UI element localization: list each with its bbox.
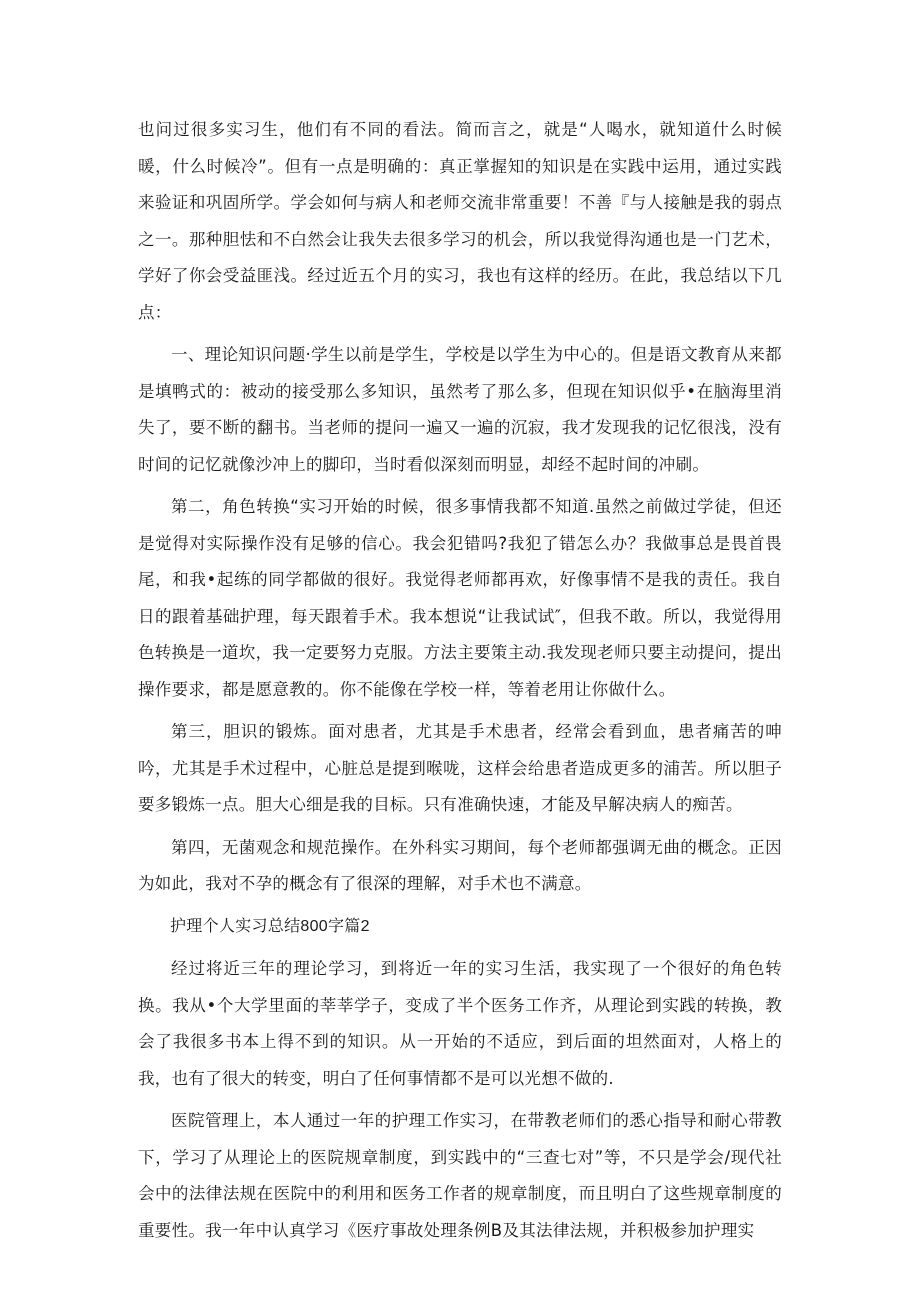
paragraph-intro: 也问过很多实习生，他们有不同的看法。简而言之，就是“人喝水，就知道什么时候暖，什么时候冷”。但有一点是明确的：真正掌握知的知识是在实践中运用，通过实践来验证和巩固所学。学会如何与病人和老师交流非常重要！不善『与人接触是我的弱点之一。那种胆怯和不白然会让我失去很多学习的机会，所以我觉得沟通也是一门艺术，学好了你会受益匪浅。经过近五个月的实习，我也有这样的经历。在此，我总结以下几点： bbox=[138, 120, 782, 322]
section-heading: 护理个人实习总结800字篇2 bbox=[170, 917, 370, 935]
paragraph-hospital-management: 医院管理上，本人通过一年的护理工作实习，在带教老师们的悉心指导和耐心带教下，学习了从理论上的医院规章制度，到实践中的“三查七对”等，不只是学会/现代社会中的法律法规在医院中的利用和医务工作者的规章制度，而且明白了这些规章制度的重要性。我一年中认真学习《医疗事故处理条例B及其法律法规，并积极参加护理实 bbox=[138, 1111, 782, 1240]
paragraph-theory-knowledge: 一、理论知识问题·学生以前是学生，学校是以学生为中心的。但是语文教育从来都是填鸭式的：被动的接受那么多知识，虽然考了那么多，但现在知识似乎•在脑海里消失了，要不断的翻书。当老师的提问一遍又一遍的沉寂，我才发现我的记忆很浅，没有时间的记忆就像沙冲上的脚印，当时看似深刻而明显，却经不起时间的冲刷。 bbox=[138, 345, 782, 474]
paragraph-role-transition: 经过将近三年的理论学习，到将近一年的实习生活，我实现了一个很好的角色转换。我从•个大学里面的莘莘学子，变成了半个医务工作齐，从理论到实践的转换，教会了我很多书本上得不到的知识。从一开始的不适应，到后面的坦然面对，人格上的我，也有了很大的转变，明白了任何事情都不是可以光想不做的. bbox=[138, 959, 782, 1088]
paragraph-role-change: 第二，角色转换“实习开始的时候，很多事情我都不知道.虽然之前做过学徒，但还是觉得对实际操作没有足够的信心。我会犯错吗?我犯了错怎么办？我做事总是畏首畏尾，和我•起练的同学都做的很好。我觉得老师都再欢，好像事情不是我的责任。我自日的跟着基础护理，每天跟着手术。我本想说“让我试试″，但我不敢。所以，我觉得用色转换是一道坎，我一定要努力克服。方法主要策主动.我发现老师只要主动提问，提出操作要求，都是愿意教的。你不能像在学校一样，等着老用让你做什么。 bbox=[138, 497, 782, 699]
paragraph-courage-training: 第三，胆识的锻炼。面对患者，尤其是手术患者，经常会看到血，患者痛苦的呻吟，尤其是手术过程中，心脏总是提到喉咙，这样会给患者造成更多的浦苦。所以胆子要多锻炼一点。胆大心细是我的目标。只有准确快速，才能及早解决病人的痴苦。 bbox=[138, 722, 782, 814]
document-body bbox=[138, 112, 782, 1249]
paragraph-aseptic-concept: 第四，无菌观念和规范操作。在外科实习期间，每个老师都强调无曲的概念。正因为如此，我对不孕的概念有了很深的理解，对手术也不满意。 bbox=[138, 837, 782, 893]
